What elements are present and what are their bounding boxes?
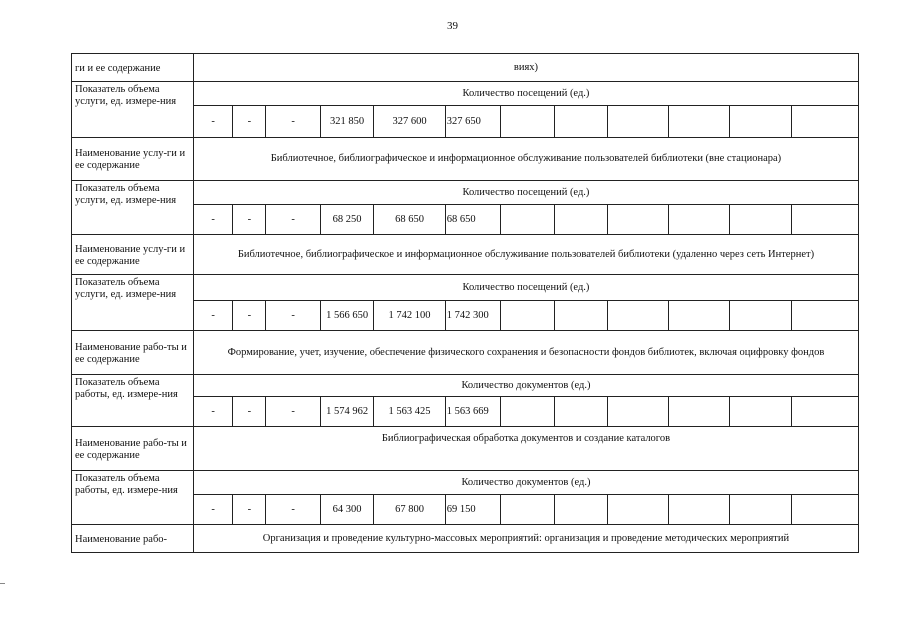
value-cell: - xyxy=(193,495,232,525)
empty-cell xyxy=(729,301,791,331)
value-cell: 1 574 962 xyxy=(320,397,373,427)
value-cell: - xyxy=(266,495,320,525)
unit-header: Количество посещений (ед.) xyxy=(193,275,858,301)
value-cell: 68 650 xyxy=(374,205,446,235)
empty-cell xyxy=(792,301,859,331)
empty-cell xyxy=(669,397,729,427)
work-name-label: Наименование рабо-ты и ее содержание xyxy=(72,427,194,471)
empty-cell xyxy=(501,301,554,331)
work-name-label: Наименование рабо- xyxy=(72,525,194,553)
service-name-label: Наименование услу-ги и ее содержание xyxy=(72,235,194,275)
volume-indicator-label: Показатель объема услуги, ед. измере-ния xyxy=(72,275,194,331)
state-task-table xyxy=(71,53,859,553)
empty-cell xyxy=(792,106,859,138)
table-row xyxy=(72,181,859,205)
value-cell: - xyxy=(233,495,266,525)
value-cell: - xyxy=(233,397,266,427)
empty-cell xyxy=(501,495,554,525)
service-content-text: виях) xyxy=(193,54,858,82)
service-content-text: Библиотечное, библиографическое и информационное обслуживание пользователей библиотеки (вне стационара) xyxy=(193,138,858,181)
value-cell: 1 563 669 xyxy=(445,397,500,427)
value-cell: 68 650 xyxy=(445,205,500,235)
value-cell: - xyxy=(193,397,232,427)
value-cell: 68 250 xyxy=(320,205,373,235)
service-name-label: Наименование услу-ги и ее содержание xyxy=(72,138,194,181)
empty-cell xyxy=(669,205,729,235)
empty-cell xyxy=(607,397,668,427)
value-cell: 327 600 xyxy=(374,106,446,138)
value-cell: - xyxy=(233,106,266,138)
work-content-text: Формирование, учет, изучение, обеспечение физического сохранения и безопасности фондов библиотек, включая оцифровку фондов xyxy=(193,331,858,375)
value-cell: - xyxy=(193,205,232,235)
empty-cell xyxy=(729,495,791,525)
unit-header: Количество посещений (ед.) xyxy=(193,181,858,205)
table-row xyxy=(72,82,859,106)
empty-cell xyxy=(554,205,607,235)
value-cell: - xyxy=(266,301,320,331)
page-number: 39 xyxy=(447,20,458,32)
empty-cell xyxy=(607,301,668,331)
value-cell: 69 150 xyxy=(445,495,500,525)
work-content-text: Организация и проведение культурно-массовых мероприятий: организация и проведение методических мероприятий xyxy=(193,525,858,553)
value-cell: 327 650 xyxy=(445,106,500,138)
empty-cell xyxy=(669,106,729,138)
unit-header: Количество посещений (ед.) xyxy=(193,82,858,106)
empty-cell xyxy=(729,397,791,427)
table-row xyxy=(72,427,859,471)
unit-header: Количество документов (ед.) xyxy=(193,471,858,495)
table-row xyxy=(72,525,859,553)
table-row xyxy=(72,54,859,82)
empty-cell xyxy=(792,397,859,427)
volume-indicator-label: Показатель объема работы, ед. измере-ния xyxy=(72,375,194,427)
empty-cell xyxy=(792,205,859,235)
row-label: ги и ее содержание xyxy=(72,54,194,82)
empty-cell xyxy=(554,106,607,138)
service-content-text: Библиотечное, библиографическое и информационное обслуживание пользователей библиотеки (удаленно через сеть Интернет) xyxy=(193,235,858,275)
empty-cell xyxy=(554,397,607,427)
table-row xyxy=(72,375,859,397)
table-row xyxy=(72,275,859,301)
empty-cell xyxy=(607,106,668,138)
volume-indicator-label: Показатель объема услуги, ед. измере-ния xyxy=(72,181,194,235)
empty-cell xyxy=(729,205,791,235)
unit-header: Количество документов (ед.) xyxy=(193,375,858,397)
empty-cell xyxy=(554,301,607,331)
empty-cell xyxy=(607,495,668,525)
empty-cell xyxy=(501,397,554,427)
empty-cell xyxy=(669,495,729,525)
value-cell: - xyxy=(266,397,320,427)
volume-indicator-label: Показатель объема работы, ед. измере-ния xyxy=(72,471,194,525)
empty-cell xyxy=(669,301,729,331)
value-cell: 1 742 300 xyxy=(445,301,500,331)
empty-cell xyxy=(607,205,668,235)
value-cell: 321 850 xyxy=(320,106,373,138)
value-cell: 67 800 xyxy=(374,495,446,525)
value-cell: - xyxy=(266,205,320,235)
margin-mark xyxy=(0,583,5,584)
table-row xyxy=(72,471,859,495)
value-cell: 1 742 100 xyxy=(374,301,446,331)
empty-cell xyxy=(554,495,607,525)
value-cell: - xyxy=(193,301,232,331)
empty-cell xyxy=(729,106,791,138)
work-name-label: Наименование рабо-ты и ее содержание xyxy=(72,331,194,375)
empty-cell xyxy=(501,205,554,235)
value-cell: 1 566 650 xyxy=(320,301,373,331)
empty-cell xyxy=(501,106,554,138)
value-cell: 64 300 xyxy=(320,495,373,525)
work-content-text: Библиографическая обработка документов и создание каталогов xyxy=(193,427,858,471)
table-row xyxy=(72,235,859,275)
value-cell: - xyxy=(193,106,232,138)
value-cell: - xyxy=(233,205,266,235)
empty-cell xyxy=(792,495,859,525)
table-row xyxy=(72,331,859,375)
value-cell: - xyxy=(233,301,266,331)
table-row xyxy=(72,138,859,181)
value-cell: - xyxy=(266,106,320,138)
volume-indicator-label: Показатель объема услуги, ед. измере-ния xyxy=(72,82,194,138)
value-cell: 1 563 425 xyxy=(374,397,446,427)
